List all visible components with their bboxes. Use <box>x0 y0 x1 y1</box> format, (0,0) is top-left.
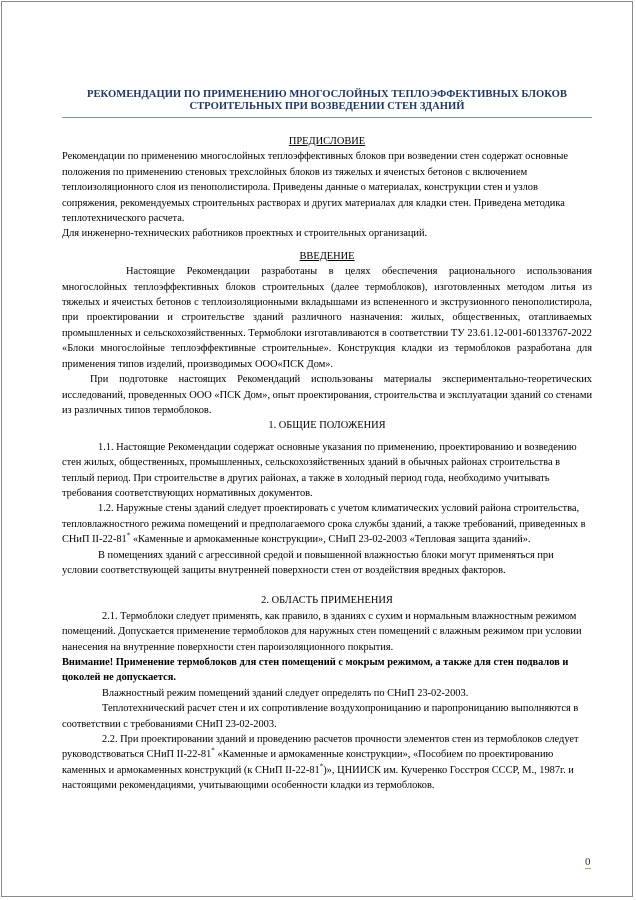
section-2-paragraph-2-1: 2.1. Термоблоки следует применять, как правило, в зданиях с сухим и нормальным влажностным режимом помещений. Допускается применение термоблоков для наружных стен помещений с влажным режимом при условии нанесения на внутренние поверхности стен пароизоляционного покрытия. <box>62 610 582 653</box>
page-number: 0 <box>585 856 591 868</box>
section-2-paragraph-2-2-text-mid: «Каменные и армокаменные конструкции», «Пособием по проектированию каменных и армокаменных конструкций (к СНиП II-22-81 <box>62 749 554 776</box>
introduction-heading: ВВЕДЕНИЕ <box>299 250 355 262</box>
section-1-heading: 1. ОБЩИЕ ПОЛОЖЕНИЯ <box>268 420 386 432</box>
section-2-paragraph-2-2 <box>62 732 592 794</box>
title-divider <box>62 117 592 118</box>
section-2-paragraph-humidity: Влажностный режим помещений зданий следует определять по СНиП 23-02-2003. <box>102 687 469 699</box>
section-1-paragraph-1-2-text: 1.2. Наружные стены зданий следует проектировать с учетом климатических условий района строительства, тепловлажностного режима помещений и предполагаемого срока службы зданий, а также требований, приведенных в СНиП II-22-81 <box>62 503 586 546</box>
section-2-paragraph-2-2-text: 2.2. При проектировании зданий и проведению расчетов прочности элементов стен из термоблоков следует руководствоваться СНиП II-22-81 <box>62 734 579 761</box>
preface-paragraph-2: Для инженерно-технических работников проектных и строительных организаций. <box>62 228 428 240</box>
footnote-mark: * <box>319 762 324 771</box>
section-2-paragraph-2-2-text-end: )», ЦНИИСК им. Кучеренко Госстроя СССР, М., 1987г. и настоящими рекомендациями, учитывающими особенности кладки из термоблоков. <box>62 764 574 792</box>
preface-paragraph-1: Рекомендации по применению многослойных теплоэффективных блоков при возведении стен содержат основные положения по применению стеновых трехслойных блоков из тяжелых и ячеистых бетонов с включением теплоизоляционного слоя из пенополистирола. Приведены данные о материалах, конструкции стен и узлов сопряжения, рекомендуемых строительных растворах и других материалах для кладки стен. Приведена методика теплотехнического расчета. <box>62 151 569 225</box>
introduction-paragraph-2: При подготовке настоящих Рекомендаций использованы материалы экспериментально-теоретических исследований, проведенных ООО «ПСК Дом», опыт проектирования, строительства и эксплуатации зданий со стенами из различных типов термоблоков. <box>62 374 592 416</box>
preface-heading: ПРЕДИСЛОВИЕ <box>288 136 366 147</box>
section-2-paragraph-thermal: Теплотехнический расчет стен и их сопротивление воздухопроницанию и паропроницанию выполняются в соответствии с требованиями СНиП 23-02-2003. <box>62 703 579 730</box>
section-1-paragraph-1-2 <box>62 501 592 547</box>
section-1-paragraph-1-1: 1.1. Настоящие Рекомендации содержат основные указания по применению, проектированию и возведению стен жилых, общественных, промышленных, сельскохозяйственных зданий в обычных районах строительства в теплый период. При строительстве в других районах, а также в холодный период года, необходимо учитывать требования соответствующих нормативных документов. <box>62 441 577 499</box>
section-1-paragraph-1-2-text-end: «Каменные и армокаменные конструкции», СНиП 23-02-2003 «Тепловая защита зданий». <box>130 534 531 546</box>
footnote-mark: * <box>211 746 215 755</box>
document-title: РЕКОМЕНДАЦИИ ПО ПРИМЕНЕНИЮ МНОГОСЛОЙНЫХ ТЕПЛОЭФФЕКТИВНЫХ БЛОКОВ СТРОИТЕЛЬНЫХ ПРИ ВОЗВЕДЕНИИ СТЕН ЗДАНИЙ <box>87 89 567 112</box>
introduction-paragraph-1: Настоящие Рекомендации разработаны в целях обеспечения рационального использования многослойных теплоэффективных блоков строительных (далее термоблоков), изготовленных методом литья из тяжелых и ячеистых бетонов с теплоизоляционными вкладышами из вспененного и экструзионного пенополистирола, при проектировании и строительстве зданий различного назначения: жилых, общественных, отапливаемых промышленных и сельскохозяйственных. Термоблоки изготавливаются в соответствии ТУ 23.61.12-001-60133767-2022 «Блоки многослойные теплоэффективные строительные». Конструкция кладки из термоблоков разработана для применения типов изделий, производимых ООО«ПСК Дом». <box>62 266 592 370</box>
document-body <box>62 89 592 794</box>
section-1-paragraph-3: В помещениях зданий с агрессивной средой и повышенной влажностью блоки могут применяться при условии соответствующей защиты внутренней поверхности стен от воздействия вредных факторов. <box>62 549 554 576</box>
warning-paragraph: Внимание! Применение термоблоков для стен помещений с мокрым режимом, а также для стен подвалов и цоколей не допускается. <box>62 657 569 684</box>
section-2-heading: 2. ОБЛАСТЬ ПРИМЕНЕНИЯ <box>261 595 393 607</box>
footnote-mark: * <box>126 531 131 540</box>
